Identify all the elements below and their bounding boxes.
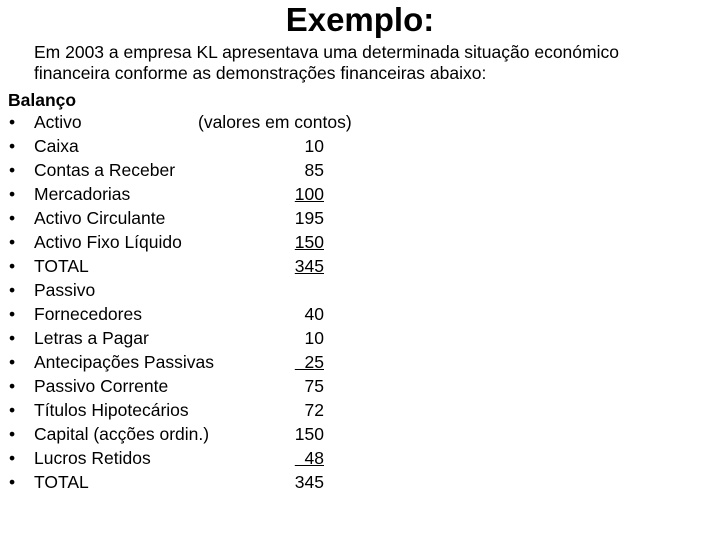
list-item bbox=[0, 134, 720, 158]
list-item bbox=[0, 254, 720, 278]
item-label: Fornecedores bbox=[34, 304, 142, 324]
item-value: 85 bbox=[304, 160, 324, 180]
bullet-icon: • bbox=[9, 304, 16, 324]
item-value: 150 bbox=[294, 232, 324, 252]
list-item bbox=[0, 374, 720, 398]
bullet-icon: • bbox=[9, 256, 16, 276]
item-value: 345 bbox=[294, 256, 324, 276]
item-value: 75 bbox=[304, 376, 324, 396]
list-item bbox=[0, 350, 720, 374]
item-value: 25 bbox=[294, 352, 324, 372]
bullet-icon: • bbox=[9, 448, 16, 468]
list-item bbox=[0, 230, 720, 254]
list-item bbox=[0, 278, 720, 302]
slide-title: Exemplo: bbox=[285, 1, 435, 38]
item-value: 150 bbox=[294, 424, 324, 444]
balance-sheet-list bbox=[0, 110, 720, 494]
list-item bbox=[0, 206, 720, 230]
item-label: Lucros Retidos bbox=[34, 448, 151, 468]
item-label: TOTAL bbox=[34, 256, 89, 276]
intro-line: Em 2003 a empresa KL apresentava uma determinada situação económico bbox=[34, 42, 619, 62]
bullet-icon: • bbox=[9, 328, 16, 348]
bullet-icon: • bbox=[9, 424, 16, 444]
bullet-icon: • bbox=[9, 472, 16, 492]
bullet-icon: • bbox=[9, 160, 16, 180]
item-value: 48 bbox=[294, 448, 324, 468]
item-value: 100 bbox=[294, 184, 324, 204]
item-value: 10 bbox=[304, 328, 324, 348]
item-value: 195 bbox=[294, 208, 324, 228]
item-label: Contas a Receber bbox=[34, 160, 176, 180]
item-label: Antecipações Passivas bbox=[34, 352, 214, 372]
list-item bbox=[0, 398, 720, 422]
units-note: (valores em contos) bbox=[198, 112, 352, 132]
bullet-icon: • bbox=[9, 280, 16, 300]
bullet-icon: • bbox=[9, 112, 16, 132]
item-label: Títulos Hipotecários bbox=[34, 400, 189, 420]
list-item bbox=[0, 302, 720, 326]
item-label: Letras a Pagar bbox=[34, 328, 149, 348]
list-item bbox=[0, 446, 720, 470]
bullet-icon: • bbox=[9, 352, 16, 372]
bullet-icon: • bbox=[9, 136, 16, 156]
item-label: Passivo bbox=[34, 280, 96, 300]
item-label: TOTAL bbox=[34, 472, 89, 492]
item-value: 10 bbox=[304, 136, 324, 156]
item-label: Activo Fixo Líquido bbox=[34, 232, 182, 252]
item-label: Passivo Corrente bbox=[34, 376, 169, 396]
intro-line: financeira conforme as demonstrações financeiras abaixo: bbox=[34, 63, 487, 83]
list-item bbox=[0, 110, 720, 134]
list-item bbox=[0, 326, 720, 350]
list-item bbox=[0, 158, 720, 182]
item-label: Activo bbox=[34, 112, 82, 132]
item-value: 345 bbox=[294, 472, 324, 492]
list-item bbox=[0, 182, 720, 206]
list-item bbox=[0, 422, 720, 446]
item-value: 72 bbox=[304, 400, 324, 420]
item-label: Activo Circulante bbox=[34, 208, 166, 228]
bullet-icon: • bbox=[9, 232, 16, 252]
list-item bbox=[0, 470, 720, 494]
bullet-icon: • bbox=[9, 400, 16, 420]
bullet-icon: • bbox=[9, 184, 16, 204]
bullet-icon: • bbox=[9, 208, 16, 228]
item-label: Mercadorias bbox=[34, 184, 131, 204]
item-label: Caixa bbox=[34, 136, 79, 156]
bullet-icon: • bbox=[9, 376, 16, 396]
section-heading: Balanço bbox=[8, 90, 77, 110]
intro-paragraph bbox=[34, 42, 694, 84]
item-value: 40 bbox=[304, 304, 324, 324]
item-label: Capital (acções ordin.) bbox=[34, 424, 210, 444]
